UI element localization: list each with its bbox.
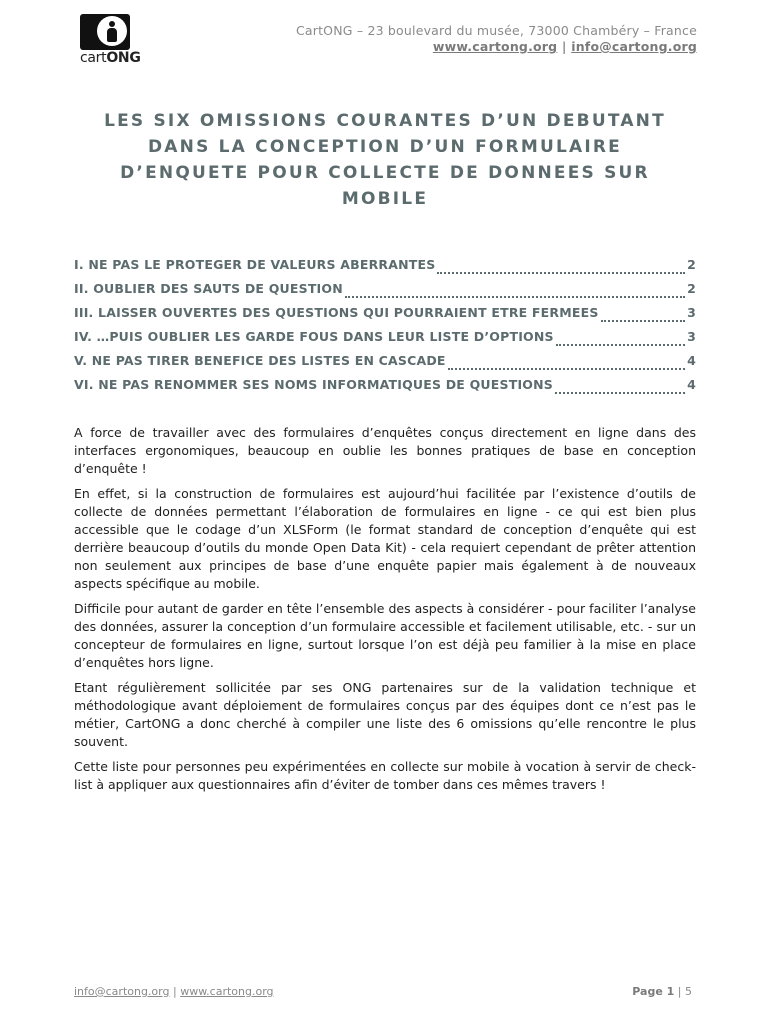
logo-text-regular: cart: [80, 50, 107, 66]
toc-leader-dots: [437, 272, 685, 274]
toc-entry-label: VI. NE PAS RENOMMER SES NOMS INFORMATIQUES DE QUESTIONS: [74, 377, 553, 392]
body-paragraph: En effet, si la construction de formulaires est aujourd’hui facilitée par l’existence d’outils de collecte de données permettant l’élaboration de formulaires en ligne - ce qui est bien plus accessible que le codage d’un XLSForm (le format standard de conception d’enquête qui est derrière beaucoup d’outils du monde Open Data Kit) - cela requiert cependant de prêter attention non seulement aux principes de base d’une enquête papier mais également à de nouveaux aspects spécifique au mobile.: [74, 486, 696, 591]
document-title: LES SIX OMISSIONS COURANTES D’UN DEBUTANT DANS LA CONCEPTION D’UN FORMULAIRE D’ENQUETE POUR COLLECTE DE DONNEES SUR MOBILE: [104, 111, 666, 209]
toc-entry[interactable]: [74, 281, 696, 305]
header-contact: [296, 23, 697, 55]
toc-entry-page: 2: [687, 281, 696, 296]
toc-entry-label: I. NE PAS LE PROTEGER DE VALEURS ABERRANTES: [74, 257, 436, 272]
toc-entry-page: 3: [687, 305, 696, 320]
body-paragraph: Cette liste pour personnes peu expérimentées en collecte sur mobile à vocation à servir de check-list à appliquer aux questionnaires afin d’éviter de tomber dans ces mêmes travers !: [74, 759, 696, 792]
body-paragraph: Etant régulièrement sollicitée par ses ONG partenaires sur de la validation technique et méthodologique avant déploiement de formulaires conçus par des équipes dont ce n’est pas le métier, CartONG a donc cherché à compiler une liste des 6 omissions qu’elle rencontre le plus souvent.: [74, 680, 696, 749]
toc-entry-label: II. OUBLIER DES SAUTS DE QUESTION: [74, 281, 343, 296]
page-label: Page 1: [632, 985, 675, 998]
body-text: [74, 424, 696, 801]
logo-text-bold: ONG: [106, 50, 141, 66]
cartong-logo: [78, 14, 141, 70]
header-separator: |: [561, 39, 567, 54]
footer-email-link[interactable]: info@cartong.org: [74, 985, 170, 998]
body-paragraph: A force de travailler avec des formulaires d’enquêtes conçus directement en ligne dans des interfaces ergonomiques, beaucoup en oublie les bonnes pratiques de base en conception d’enquête !: [74, 425, 696, 476]
header-email-link[interactable]: info@cartong.org: [571, 39, 697, 54]
toc-leader-dots: [601, 320, 686, 322]
body-paragraph: Difficile pour autant de garder en tête l’ensemble des aspects à considérer - pour faciliter l’analyse des données, assurer la conception d’un formulaire accessible et facilement utilisable, etc. - sur un concepteur de formulaires en ligne, surtout lorsque l’on est déjà peu familier à la mise en place d’enquêtes hors ligne.: [74, 601, 696, 670]
footer-separator: |: [172, 985, 177, 998]
person-icon: [109, 21, 115, 27]
toc-entry-page: 4: [687, 377, 696, 392]
toc-entry[interactable]: [74, 257, 696, 281]
toc-leader-dots: [345, 296, 685, 298]
toc-entry-label: V. NE PAS TIRER BENEFICE DES LISTES EN CASCADE: [74, 353, 446, 368]
toc-entry[interactable]: [74, 305, 696, 329]
toc-entry-label: III. LAISSER OUVERTES DES QUESTIONS QUI POURRAIENT ETRE FERMEES: [74, 305, 599, 320]
toc-entry-page: 3: [687, 329, 696, 344]
toc-entry-label: IV. …PUIS OUBLIER LES GARDE FOUS DANS LEUR LISTE D’OPTIONS: [74, 329, 554, 344]
page-total: 5: [685, 985, 692, 998]
person-body-icon: [107, 28, 117, 42]
toc-entry[interactable]: [74, 353, 696, 377]
toc-entry-page: 2: [687, 257, 696, 272]
footer-contact: [74, 985, 274, 998]
toc-leader-dots: [448, 368, 685, 370]
header-address: CartONG – 23 boulevard du musée, 73000 Chambéry – France: [295, 23, 697, 38]
logo-mark: [80, 14, 130, 50]
logo-wordmark: [80, 50, 141, 66]
header-links: [296, 39, 697, 55]
footer-website-link[interactable]: www.cartong.org: [180, 985, 274, 998]
toc-entry[interactable]: [74, 329, 696, 353]
toc-entry[interactable]: [74, 377, 696, 401]
table-of-contents: [74, 257, 696, 401]
toc-entry-page: 4: [687, 353, 696, 368]
page-separator: |: [677, 985, 682, 998]
page-number: [632, 985, 692, 998]
header-website-link[interactable]: www.cartong.org: [432, 39, 558, 54]
toc-leader-dots: [555, 392, 685, 394]
toc-leader-dots: [556, 344, 685, 346]
